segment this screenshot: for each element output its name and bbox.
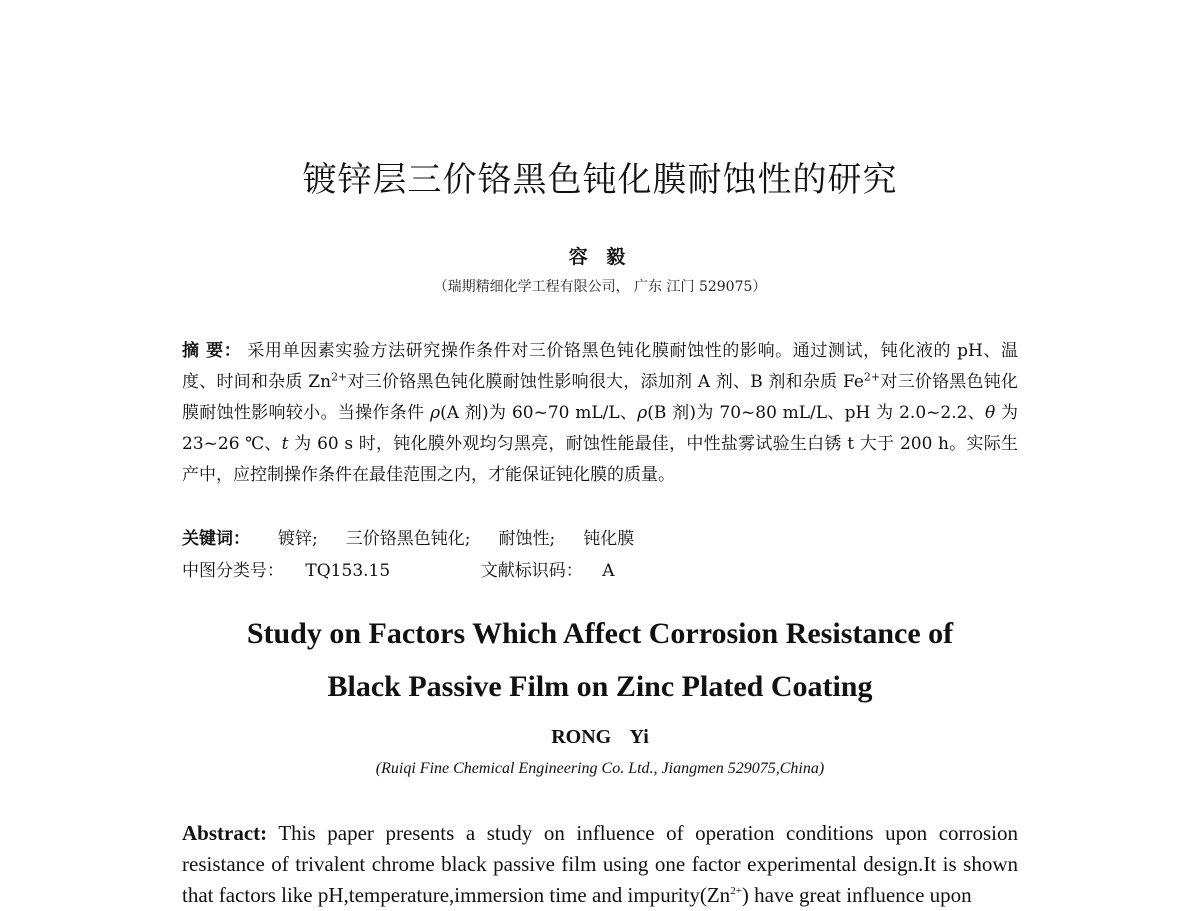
keywords-row — [182, 524, 1018, 554]
abstract-text: (B 剂)为 70~80 mL/L、pH 为 2.0~2.2、 — [647, 403, 986, 423]
chinese-abstract-label: 摘 要： — [182, 341, 242, 361]
keyword: 镀锌; — [278, 529, 318, 549]
class-number-label: 中图分类号： — [182, 561, 284, 581]
doc-code-label: 文献标识码： — [480, 561, 583, 581]
superscript: 2+ — [730, 885, 742, 897]
abstract-text: 对三价铬黑色钝化膜耐蚀性影响较小。当操作条件 — [182, 372, 1019, 423]
chinese-affiliation: （瑞期精细化学工程有限公司， 广东 江门 529075） — [433, 279, 767, 295]
symbol-rho: ρ — [637, 403, 648, 423]
keywords-label: 关键词： — [182, 529, 250, 549]
classification-row — [182, 556, 1018, 586]
abstract-text: 为 60 s 时，钝化膜外观均匀黑亮，耐蚀性能最佳，中性盐雾试验生白锈 t 大于 200 h。实际生产中，应控制操作条件在最佳范围之内，才能保证钝化膜的质量。 — [182, 434, 1018, 485]
keyword: 钝化膜 — [583, 529, 635, 549]
english-title-line-1: Study on Factors Which Affect Corrosion Resistance of — [246, 617, 954, 650]
abstract-text: 为 23~26 ℃、 — [182, 403, 1019, 454]
chinese-title: 镀锌层三价铬黑色钝化膜耐蚀性的研究 — [302, 160, 898, 200]
english-abstract — [182, 818, 1018, 911]
doc-code-value: A — [602, 561, 615, 581]
superscript: 2+ — [863, 370, 881, 384]
chinese-author: 容 毅 — [568, 246, 632, 268]
symbol-t: t — [281, 434, 289, 454]
class-number-value: TQ153.15 — [305, 561, 391, 581]
abstract-text: 对三价铬黑色钝化膜耐蚀性影响很大，添加剂 A 剂、B 剂和杂质 Fe — [347, 372, 864, 392]
keyword: 耐蚀性; — [498, 529, 556, 549]
symbol-rho: ρ — [430, 403, 441, 423]
english-title-line-2: Black Passive Film on Zinc Plated Coating — [327, 670, 873, 703]
abstract-text: (A 剂)为 60~70 mL/L、 — [440, 403, 638, 423]
abstract-text: This paper presents a study on influence of operation conditions upon corrosion resistance of trivalent chrome black passive film using one factor experimental design.It is shown that factors like pH,temperature,immersion time and impurity(Zn — [182, 821, 1019, 907]
abstract-text: 采用单因素实验方法研究操作条件对三价铬黑色钝化膜耐蚀性的影响。通过测试，钝化液的 pH、温度、时间和杂质 Zn — [182, 341, 1019, 392]
english-affiliation: (Ruiqi Fine Chemical Engineering Co. Ltd., Jiangmen 529075,China) — [375, 760, 825, 777]
english-abstract-label: Abstract: — [182, 821, 268, 845]
keyword: 三价铬黑色钝化; — [345, 529, 471, 549]
english-author: RONG Yi — [551, 726, 649, 748]
symbol-theta: θ — [985, 403, 996, 423]
abstract-text: ) have great influence upon — [741, 883, 972, 907]
chinese-abstract — [182, 336, 1018, 491]
superscript: 2+ — [331, 370, 348, 384]
